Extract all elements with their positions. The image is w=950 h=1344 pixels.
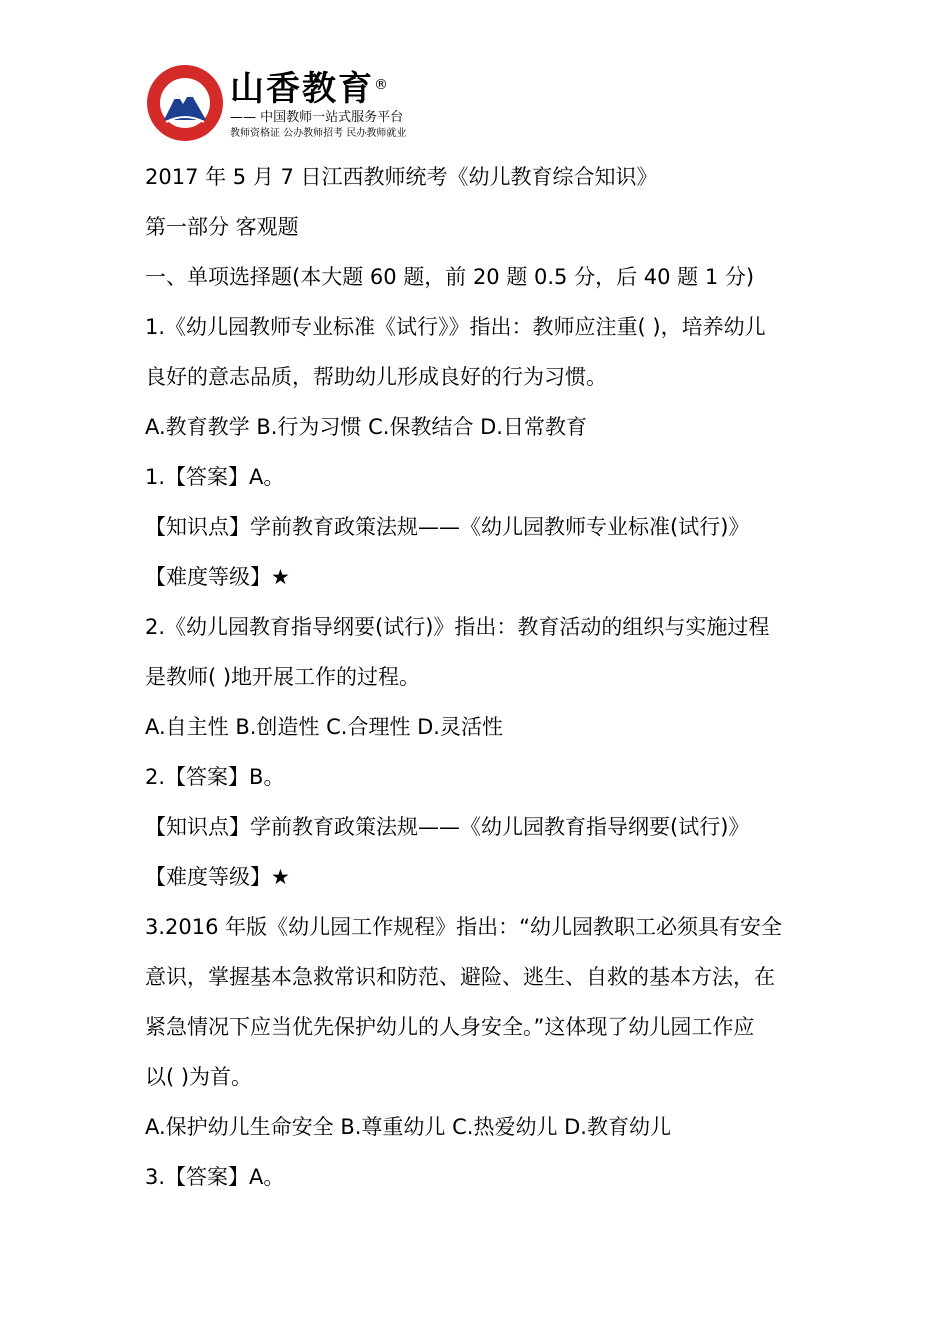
question-2-stem-line: 2.《幼儿园教育指导纲要(试行)》指出：教育活动的组织与实施过程 bbox=[145, 615, 770, 639]
question-2-answer: 2.【答案】B。 bbox=[145, 765, 285, 789]
question-3-stem-line: 以( )为首。 bbox=[145, 1065, 253, 1089]
question-3-answer: 3.【答案】A。 bbox=[145, 1165, 285, 1189]
brand-slogan: —— 中国教师一站式服务平台 bbox=[230, 110, 404, 125]
document-title: 2017 年 5 月 7 日江西教师统考《幼儿教育综合知识》 bbox=[145, 165, 658, 189]
question-2-difficulty: 【难度等级】★ bbox=[145, 865, 290, 889]
question-1-options: A.教育教学 B.行为习惯 C.保教结合 D.日常教育 bbox=[145, 415, 587, 439]
question-3-stem-line: 3.2016 年版《幼儿园工作规程》指出：“幼儿园教职工必须具有安全 bbox=[145, 915, 783, 939]
question-3-stem-line: 紧急情况下应当优先保护幼儿的人身安全。”这体现了幼儿园工作应 bbox=[145, 1015, 755, 1039]
question-3-stem-line: 意识，掌握基本急救常识和防范、避险、逃生、自救的基本方法，在 bbox=[145, 965, 775, 989]
document-body bbox=[145, 152, 815, 1202]
question-2-stem-line: 是教师( )地开展工作的过程。 bbox=[145, 665, 421, 689]
question-1-stem-line: 1.《幼儿园教师专业标准《试行》》指出：教师应注重( )，培养幼儿 bbox=[145, 315, 766, 339]
part-heading: 第一部分 客观题 bbox=[145, 215, 299, 239]
brand-tagline: 教师资格证 公办教师招考 民办教师就业 bbox=[230, 128, 407, 139]
question-1-answer: 1.【答案】A。 bbox=[145, 465, 285, 489]
question-1-knowledge-point: 【知识点】学前教育政策法规——《幼儿园教师专业标准(试行)》 bbox=[145, 515, 750, 539]
section-heading: 一、单项选择题(本大题 60 题，前 20 题 0.5 分，后 40 题 1 分) bbox=[145, 265, 755, 289]
question-3-options: A.保护幼儿生命安全 B.尊重幼儿 C.热爱幼儿 D.教育幼儿 bbox=[145, 1115, 671, 1139]
shanxiang-logo bbox=[146, 64, 446, 146]
seal-icon bbox=[146, 64, 224, 142]
question-2-options: A.自主性 B.创造性 C.合理性 D.灵活性 bbox=[145, 715, 503, 739]
question-2-knowledge-point: 【知识点】学前教育政策法规——《幼儿园教育指导纲要(试行)》 bbox=[145, 815, 750, 839]
brand-name: 山香教育® bbox=[230, 69, 390, 109]
question-1-difficulty: 【难度等级】★ bbox=[145, 565, 290, 589]
question-1-stem-line: 良好的意志品质，帮助幼儿形成良好的行为习惯。 bbox=[145, 365, 607, 389]
